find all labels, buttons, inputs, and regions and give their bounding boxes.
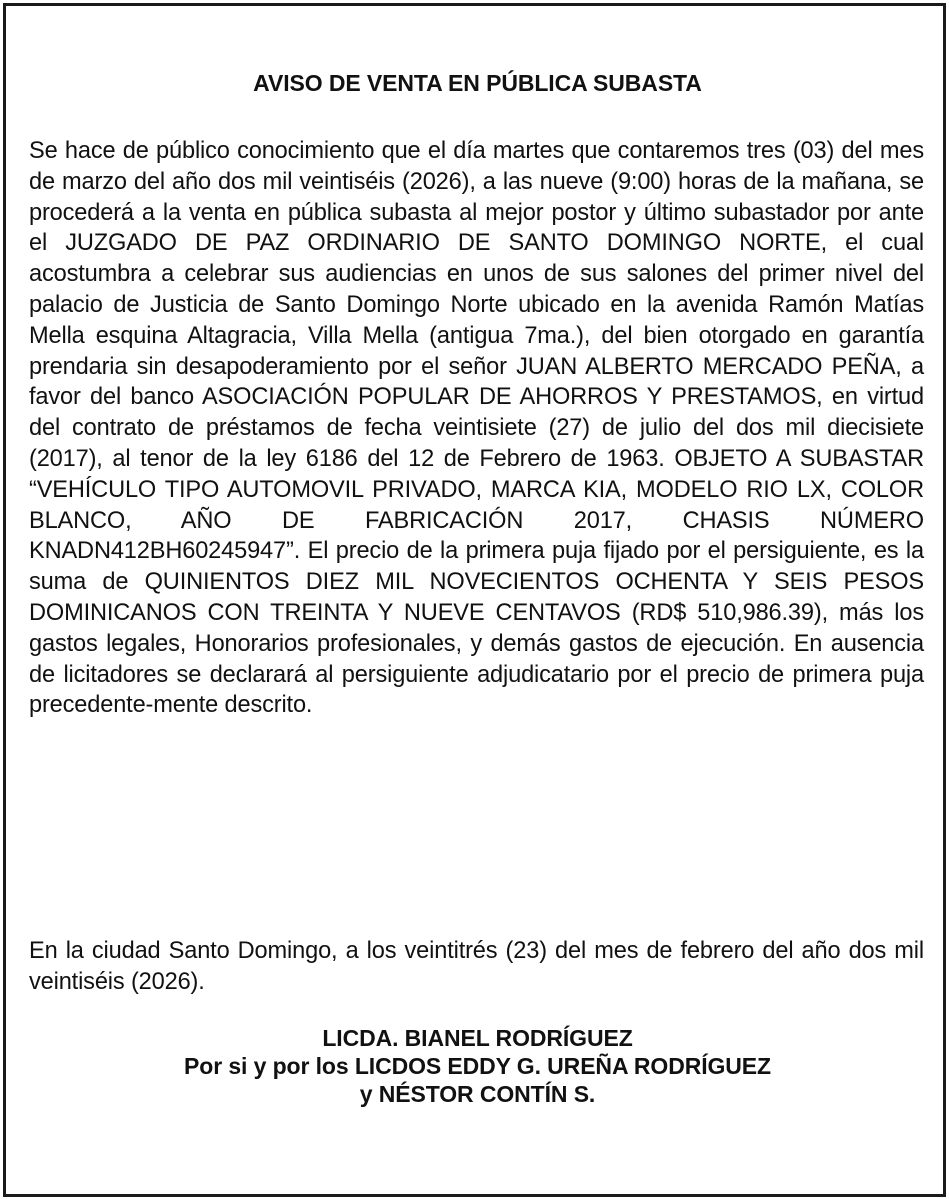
notice-body-paragraph: Se hace de público conocimiento que el día martes que contaremos tres (03) del mes de marzo del año dos mil veintiséis (2026), a las nueve (9:00) horas de la mañana, se procederá a la venta en pública subasta al mejor postor y último subastador por ante el JUZGADO DE PAZ ORDINARIO DE SANTO DOMINGO NORTE, el cual acostumbra a celebrar sus audiencias en unos de sus salones del primer nivel del palacio de Justicia de Santo Domingo Norte ubicado en la avenida Ramón Matías Mella esquina Altagracia, Villa Mella (antigua 7ma.), del bien otorgado en garantía prendaria sin desapoderamiento por el señor JUAN ALBERTO MERCADO PEÑA, a favor del banco ASOCIACIÓN POPULAR DE AHORROS Y PRESTAMOS, en virtud del contrato de préstamos de fecha veintisiete (27) de julio del dos mil diecisiete (2017), al tenor de la ley 6186 del 12 de Febrero de 1963. OBJETO A SUBASTAR “VEHÍCULO TIPO AUTOMOVIL PRIVADO, MARCA KIA, MODELO RIO LX, COLOR BLANCO, AÑO DE FABRICACIÓN 2017, CHASIS NÚMERO KNADN412BH60245947”. El precio de la primera puja fijado por el persiguiente, es la suma de QUINIENTOS DIEZ MIL NOVECIENTOS OCHENTA Y SEIS PESOS DOMINICANOS CON TREINTA Y NUEVE CENTAVOS (RD$ 510,986.39), más los gastos legales, Honorarios profesionales, y demás gastos de ejecución. En ausencia de licitadores se declarará al persiguiente adjudicatario por el precio de primera puja precedente-mente descrito. xyxy=(29,138,924,719)
signatory-additional-name: y NÉSTOR CONTÍN S. xyxy=(359,1081,596,1107)
notice-title: AVISO DE VENTA EN PÚBLICA SUBASTA xyxy=(253,70,702,96)
notice-border xyxy=(3,3,946,1197)
signatory-name: LICDA. BIANEL RODRÍGUEZ xyxy=(322,1025,633,1051)
signatory-on-behalf-line: Por si y por los LICDOS EDDY G. UREÑA RODRÍGUEZ xyxy=(184,1053,771,1079)
signature-block xyxy=(6,1024,949,1108)
notice-date-paragraph: En la ciudad Santo Domingo, a los veintitrés (23) del mes de febrero del año dos mil veintiséis (2026). xyxy=(29,938,924,995)
